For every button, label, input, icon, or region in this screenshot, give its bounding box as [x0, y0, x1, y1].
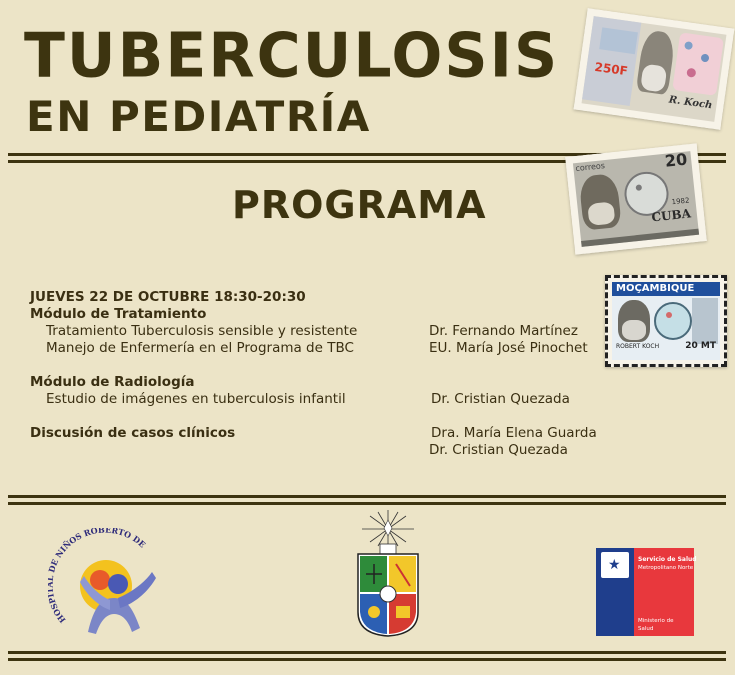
stamp-value: 20 MT	[685, 341, 716, 351]
module-title: Discusión de casos clínicos	[30, 425, 236, 441]
module-speaker: Dr. Fernando Martínez	[429, 323, 578, 339]
stamp-year: 1982	[671, 196, 690, 207]
university-shield-logo	[352, 508, 424, 640]
koch-stamp-cuba	[565, 143, 707, 254]
divider	[8, 651, 726, 654]
module-speaker: Dr. Cristian Quezada	[429, 442, 568, 458]
stamp-value: 20	[663, 149, 689, 171]
date-line: JUEVES 22 DE OCTUBRE 18:30-20:30	[30, 289, 306, 305]
title-line-2: EN PEDIATRÍA	[26, 92, 371, 141]
module-title: Módulo de Tratamiento	[30, 306, 207, 322]
module-speaker: Dra. María Elena Guarda	[431, 425, 597, 441]
star-icon: ★	[608, 557, 621, 573]
ministry-region: Metropolitano Norte	[638, 565, 694, 571]
title-line-1: TUBERCULOSIS	[24, 20, 560, 92]
module-topic: Estudio de imágenes en tuberculosis infantil	[46, 391, 346, 407]
stamp-country: MOÇAMBIQUE	[616, 283, 695, 294]
koch-stamp-1	[574, 8, 735, 130]
divider	[8, 658, 726, 661]
ministry-name-2: Salud	[638, 626, 654, 632]
stamp-name: R. Koch	[668, 94, 713, 112]
divider	[8, 502, 726, 505]
module-speaker: EU. María José Pinochet	[429, 340, 588, 356]
stamp-value: 250F	[593, 59, 629, 79]
ministry-name: Ministerio de	[638, 618, 674, 624]
stamp-top: correos	[575, 161, 606, 174]
stamp-name: ROBERT KOCH	[616, 343, 660, 350]
module-topic: Tratamiento Tuberculosis sensible y resistente	[46, 323, 358, 339]
koch-stamp-mocambique	[605, 275, 727, 367]
ministry-logo	[596, 548, 697, 636]
hospital-name: HOS E NIÑOS ROBERTO DE	[48, 528, 148, 626]
module-title: Módulo de Radiología	[30, 374, 195, 390]
divider	[8, 495, 726, 498]
section-title: PROGRAMA	[232, 183, 487, 227]
module-speaker: Dr. Cristian Quezada	[431, 391, 570, 407]
hospital-logo	[48, 528, 168, 640]
stamp-country: CUBA	[650, 206, 692, 225]
ministry-service: Servicio de Salud	[638, 556, 697, 563]
module-topic: Manejo de Enfermería en el Programa de TBC	[46, 340, 354, 356]
